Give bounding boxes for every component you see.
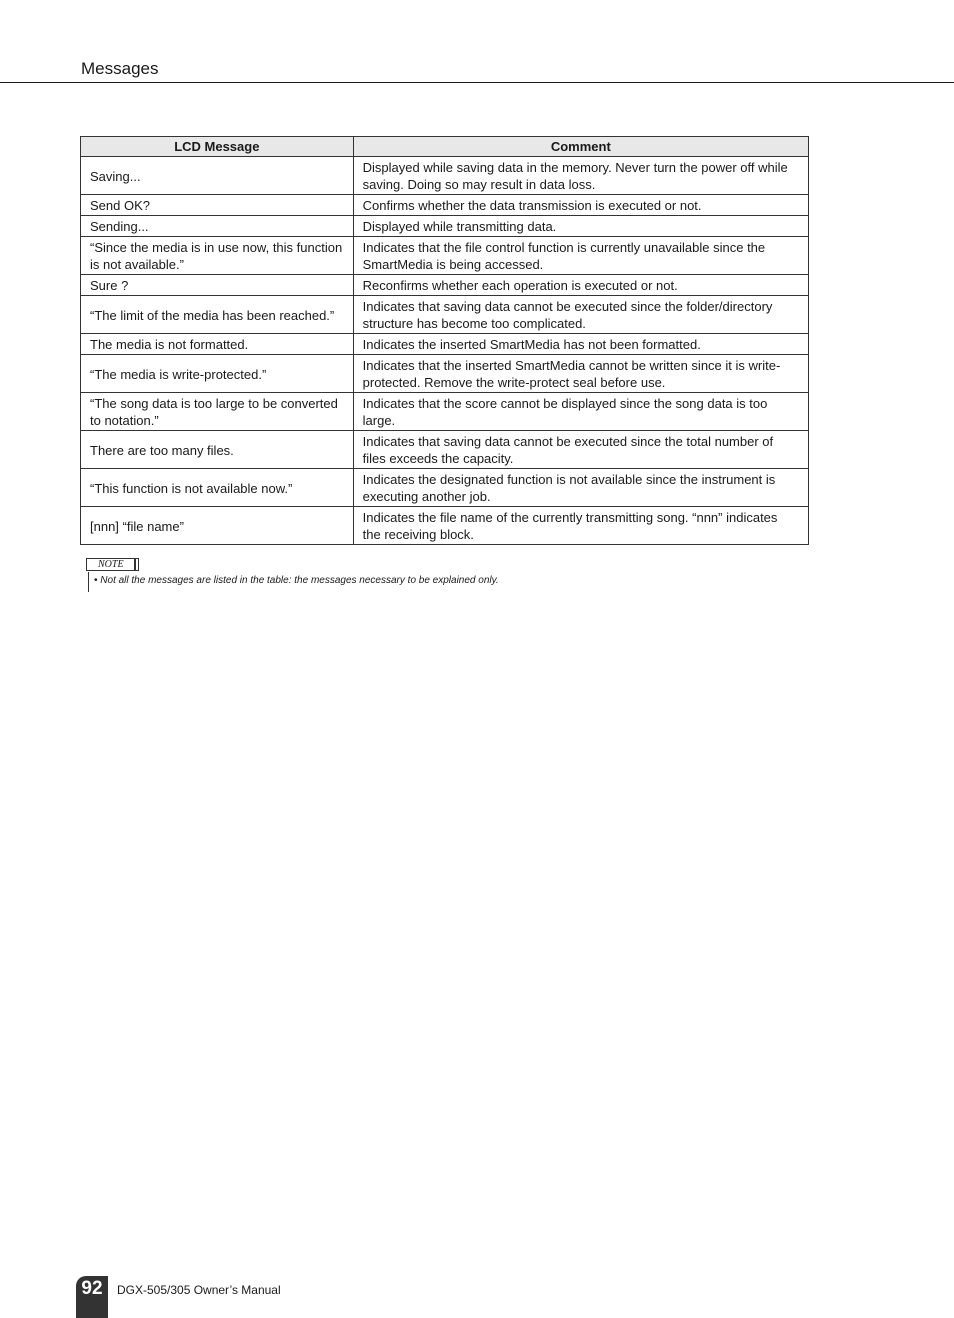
comment-cell: Indicates that saving data cannot be executed since the folder/directory structure has become too complicated. — [353, 296, 808, 334]
section-title: Messages — [81, 59, 159, 78]
lcd-message-cell: “The song data is too large to be converted to notation.” — [81, 393, 354, 431]
lcd-message-cell: “The media is write-protected.” — [81, 355, 354, 393]
comment-cell: Displayed while transmitting data. — [353, 216, 808, 237]
lcd-message-cell: [nnn] “file name” — [81, 507, 354, 545]
page-number: 92 — [76, 1276, 108, 1318]
note-label: NOTE — [86, 558, 139, 571]
comment-cell: Indicates that saving data cannot be executed since the total number of files exceeds the capacity. — [353, 431, 808, 469]
table-row — [81, 355, 809, 393]
table-row — [81, 296, 809, 334]
comment-cell: Indicates that the inserted SmartMedia cannot be written since it is write-protected. Remove the write-protect seal before use. — [353, 355, 808, 393]
table-row — [81, 195, 809, 216]
table-row — [81, 507, 809, 545]
lcd-message-cell: There are too many files. — [81, 431, 354, 469]
table-row — [81, 157, 809, 195]
comment-cell: Indicates that the file control function is currently unavailable since the SmartMedia is being accessed. — [353, 237, 808, 275]
column-header-lcd-message: LCD Message — [81, 137, 354, 157]
table-header-row — [81, 137, 809, 157]
lcd-message-cell: Saving... — [81, 157, 354, 195]
lcd-message-cell: Send OK? — [81, 195, 354, 216]
comment-cell: Indicates the file name of the currently transmitting song. “nnn” indicates the receiving block. — [353, 507, 808, 545]
table-row — [81, 216, 809, 237]
lcd-message-cell: Sending... — [81, 216, 354, 237]
table-row — [81, 237, 809, 275]
lcd-message-cell: The media is not formatted. — [81, 334, 354, 355]
table-row — [81, 431, 809, 469]
page-footer — [76, 1276, 281, 1318]
comment-cell: Reconfirms whether each operation is executed or not. — [353, 275, 808, 296]
manual-title: DGX-505/305 Owner’s Manual — [117, 1283, 281, 1297]
comment-cell: Confirms whether the data transmission is executed or not. — [353, 195, 808, 216]
table-row — [81, 334, 809, 355]
lcd-message-cell: Sure ? — [81, 275, 354, 296]
comment-cell: Indicates that the score cannot be displayed since the song data is too large. — [353, 393, 808, 431]
note-block — [86, 554, 499, 592]
lcd-message-cell: “This function is not available now.” — [81, 469, 354, 507]
comment-cell: Displayed while saving data in the memory. Never turn the power off while saving. Doing so may result in data loss. — [353, 157, 808, 195]
table-row — [81, 275, 809, 296]
lcd-message-cell: “The limit of the media has been reached.” — [81, 296, 354, 334]
lcd-message-cell: “Since the media is in use now, this function is not available.” — [81, 237, 354, 275]
messages-table — [80, 136, 809, 545]
column-header-comment: Comment — [353, 137, 808, 157]
table-row — [81, 393, 809, 431]
comment-cell: Indicates the inserted SmartMedia has not been formatted. — [353, 334, 808, 355]
header-divider — [0, 82, 954, 83]
note-text: • Not all the messages are listed in the table: the messages necessary to be explained only. — [88, 572, 499, 592]
table-row — [81, 469, 809, 507]
comment-cell: Indicates the designated function is not available since the instrument is executing another job. — [353, 469, 808, 507]
